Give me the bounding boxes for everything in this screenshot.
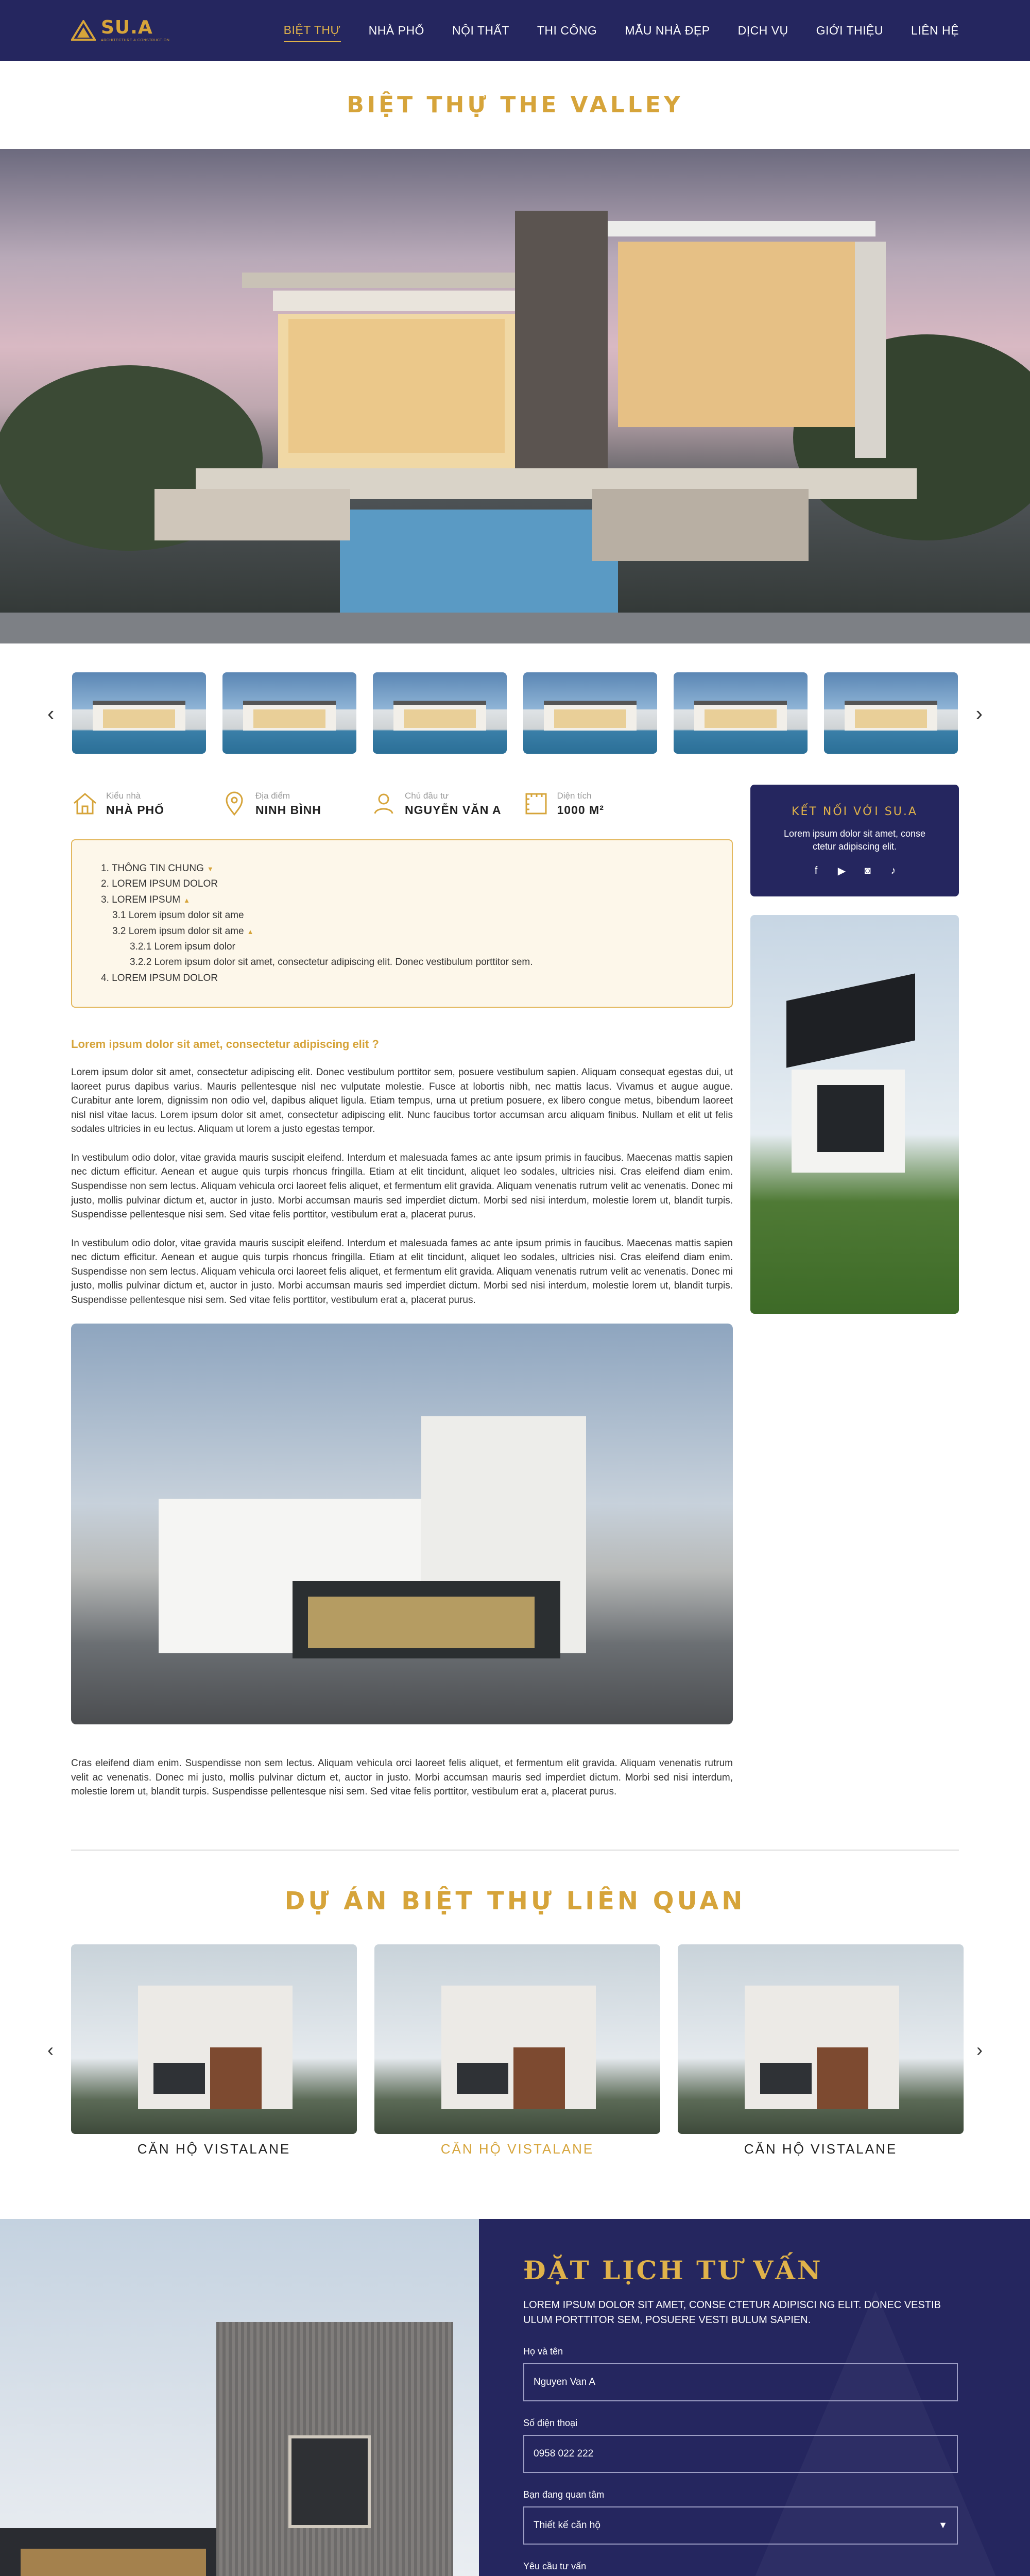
facebook-icon[interactable]: f: [814, 865, 818, 876]
toc-item[interactable]: 3.2.2 Lorem ipsum dolor sit amet, consectetur adipiscing elit. Donec vestibulum porttitor sem.: [130, 957, 533, 968]
sidebar-image: [750, 915, 959, 1314]
gallery-thumb[interactable]: [373, 672, 507, 754]
article-paragraph: In vestibulum odio dolor, vitae gravida mauris suscipit eleifend. Interdum et malesuada fames ac ante ipsum primis in faucibus. Maecenas mattis sapien nec dictum efficitur. Aenean et augue quis turpis rhoncus fringilla. Etiam at elit tincidunt, aliquet leo sodales, ultricies nisi. Cras eleifend diam enim. Suspendisse non sem lectus. Aliquam vehicula orci laoreet felis aliquet, et fermentum elit gravida. Aliquam venenatis rutrum velit ac venenatis. Donec mi justo, mollis pulvinar dictum et, auctor in justo. Morbi accumsan mauris sed imperdiet dictum. Morbi sed nisi interdum, molestie lorem ut, blandit turpis. Suspendisse pellentesque nisi sem. Sed vitae felis porttitor, vestibulum erat a, placerat purus.: [71, 1152, 733, 1221]
consultation-section: [0, 2219, 1030, 2576]
article-image: [71, 1324, 733, 1724]
consultation-image: [0, 2219, 479, 2576]
meta-value: NINH BÌNH: [255, 803, 321, 817]
nav-lien-he[interactable]: LIÊN HỆ: [911, 23, 959, 37]
toc-item[interactable]: 3.2.1 Lorem ipsum dolor: [130, 941, 235, 952]
gallery-thumb[interactable]: [824, 672, 958, 754]
gallery-thumb[interactable]: [222, 672, 356, 754]
nav-gioi-thieu[interactable]: GIỚI THIỆU: [816, 23, 884, 37]
logo-subtext: ARCHITECTURE & CONSTRUCTION: [101, 39, 170, 42]
meta-value: NGUYỄN VĂN A: [405, 803, 502, 817]
related-card-name[interactable]: CĂN HỘ VISTALANE: [137, 2141, 291, 2157]
caret-down-icon[interactable]: ▼: [938, 2520, 948, 2531]
logo-mark-icon: [71, 20, 96, 41]
gallery-next-icon[interactable]: ›: [975, 702, 983, 725]
thumbnail-gallery: [0, 643, 1030, 785]
article-paragraph: Cras eleifend diam enim. Suspendisse non sem lectus. Aliquam vehicula orci laoreet felis aliquet, et fermentum elit gravida. Aliquam venenatis rutrum velit ac venenatis. Donec mi justo, mollis pulvinar dictum et, auctor in justo. Morbi accumsan mauris sed imperdiet dictum. Morbi sed nisi interdum, molestie lorem ut, blandit turpis. Suspendisse pellentesque nisi sem. Sed vitae felis porttitor, vestibulum erat a, placerat purus.: [71, 1758, 733, 1798]
meta-house-type: [71, 790, 200, 818]
name-label: Họ và tên: [523, 2346, 563, 2357]
logo[interactable]: [71, 15, 169, 46]
meta-value: NHÀ PHỐ: [106, 803, 165, 817]
house-icon: [71, 790, 99, 818]
sidebar: [750, 785, 959, 1814]
location-pin-icon: [220, 790, 248, 818]
gallery-prev-icon[interactable]: ‹: [47, 702, 55, 725]
meta-value: 1000 M²: [557, 803, 604, 817]
meta-area: [522, 790, 651, 818]
article-paragraph: Lorem ipsum dolor sit amet, consectetur adipiscing elit. Donec vestibulum porttitor sem, posuere vestibulum sapien. Aliquam consequat egestas dui, ut laoreet purus dapibus varius. Mauris pellentesque nisl nec vulputate molestie. Fusce at lobortis nibh, nec mattis lacus. Vivamus et augue augue. Curabitur ante lorem, dignissim non odio vel, dapibus aliquet ligula. Etiam tempus, urna ut pretium posuere, ex libero congue metus, bibendum laoreet nisl nisl vitae lacus. Lorem ipsum dolor sit amet, consectetur adipiscing elit. Nunc faucibus tortor accumsan arcu aliquam finibus. Nullam et elit ut felis sodales ultricies in eu lectus. Aliquam ut lorem a justo egestas tempor.: [71, 1067, 733, 1135]
meta-label: Chủ đầu tư: [405, 790, 449, 801]
article-paragraph: In vestibulum odio dolor, vitae gravida mauris suscipit eleifend. Interdum et malesuada fames ac ante ipsum primis in faucibus. Maecenas mattis sapien nec dictum efficitur. Aenean et augue quis turpis rhoncus fringilla. Etiam at elit tincidunt, aliquet leo sodales, ultricies nisi. Cras eleifend diam enim. Suspendisse non sem lectus. Aliquam vehicula orci laoreet felis aliquet, et fermentum elit gravida. Aliquam venenatis rutrum velit ac venenatis. Donec mi justo, mollis pulvinar dictum et, auctor in justo. Morbi accumsan mauris sed imperdiet dictum. Morbi sed nisi interdum, molestie lorem ut, blandit turpis. Suspendisse pellentesque nisi sem. Sed vitae felis porttitor, vestibulum erat a, placerat purus.: [71, 1238, 733, 1306]
project-meta: [71, 785, 733, 818]
page-title: BIỆT THỰ THE VALLEY: [347, 92, 683, 118]
consult-title: ĐẶT LỊCH TƯ VẤN: [523, 2255, 823, 2285]
consultation-form: [479, 2219, 1030, 2576]
name-input[interactable]: Nguyen Van A: [523, 2363, 958, 2401]
main-column: [71, 785, 733, 1814]
gallery-thumb[interactable]: [523, 672, 657, 754]
caret-down-icon[interactable]: ▼: [207, 865, 214, 873]
related-projects: [0, 1944, 1030, 2157]
connect-card: [750, 785, 959, 896]
service-select[interactable]: Thiết kế căn hộ ▼: [523, 2506, 958, 2545]
youtube-icon[interactable]: ▶: [837, 865, 846, 877]
toc-item[interactable]: 3. LOREM IPSUM ▲: [101, 894, 191, 905]
related-card[interactable]: [71, 1944, 357, 2157]
phone-label: Số điện thoại: [523, 2417, 578, 2428]
request-label: Yêu cầu tư vấn: [523, 2561, 587, 2571]
tiktok-icon[interactable]: ♪: [890, 865, 896, 876]
instagram-icon[interactable]: ◙: [864, 865, 871, 876]
related-card[interactable]: [374, 1944, 660, 2157]
user-icon: [370, 790, 398, 818]
service-label: Bạn đang quan tâm: [523, 2489, 605, 2500]
meta-investor: [370, 790, 502, 818]
article-heading: Lorem ipsum dolor sit amet, consectetur adipiscing elit ?: [71, 1038, 379, 1051]
table-of-contents: [71, 839, 733, 1008]
meta-label: Kiểu nhà: [106, 790, 141, 801]
related-prev-icon[interactable]: ‹: [47, 2039, 54, 2060]
meta-label: Diện tích: [557, 790, 592, 801]
villa-illustration: [0, 149, 1030, 643]
nav-dich-vu[interactable]: DỊCH VỤ: [737, 23, 788, 37]
connect-desc: Lorem ipsum dolor sit amet, conse ctetur adipiscing elit.: [783, 828, 926, 852]
site-header: [0, 0, 1030, 61]
gallery-thumb[interactable]: [72, 672, 206, 754]
gallery-thumb[interactable]: [674, 672, 808, 754]
related-next-icon[interactable]: ›: [976, 2039, 983, 2060]
related-title: DỰ ÁN BIỆT THỰ LIÊN QUAN: [284, 1886, 746, 1916]
connect-title: KẾT NỐI VỚI SU.A: [792, 805, 918, 818]
toc-item[interactable]: 4. LOREM IPSUM DOLOR: [101, 972, 218, 984]
logo-text: SU.A: [101, 17, 153, 38]
nav-mau-nha-dep[interactable]: MẪU NHÀ ĐẸP: [625, 23, 710, 37]
related-card-name[interactable]: CĂN HỘ VISTALANE: [744, 2141, 898, 2157]
main-nav: [284, 19, 959, 42]
nav-biet-thu[interactable]: BIỆT THỰ: [284, 19, 341, 42]
caret-up-icon[interactable]: ▲: [183, 896, 191, 904]
related-card[interactable]: [678, 1944, 964, 2157]
nav-thi-cong[interactable]: THI CÔNG: [537, 23, 597, 37]
caret-up-icon[interactable]: ▲: [247, 927, 254, 936]
content-area: [0, 785, 1030, 1814]
toc-item[interactable]: 2. LOREM IPSUM DOLOR: [101, 878, 218, 890]
consult-intro: LOREM IPSUM DOLOR SIT AMET, CONSE CTETUR ADIPISCI NG ELIT. DONEC VESTIB ULUM PORTTITOR SEM, POSUERE VESTI BULUM SAPIEN.: [523, 2299, 941, 2326]
related-card-name[interactable]: CĂN HỘ VISTALANE: [440, 2141, 594, 2157]
area-icon: [522, 790, 550, 818]
toc-item[interactable]: 1. THÔNG TIN CHUNG ▼: [101, 863, 214, 874]
toc-item[interactable]: 3.1 Lorem ipsum dolor sit ame: [112, 910, 244, 921]
toc-item[interactable]: 3.2 Lorem ipsum dolor sit ame ▲: [112, 925, 254, 937]
hero-image: [0, 149, 1030, 643]
nav-noi-that[interactable]: NỘI THẤT: [452, 23, 509, 37]
article-body: [71, 1038, 733, 1799]
meta-label: Địa điểm: [255, 790, 290, 801]
phone-input[interactable]: 0958 022 222: [523, 2435, 958, 2473]
meta-location: [220, 790, 349, 818]
nav-nha-pho[interactable]: NHÀ PHỐ: [368, 23, 424, 37]
